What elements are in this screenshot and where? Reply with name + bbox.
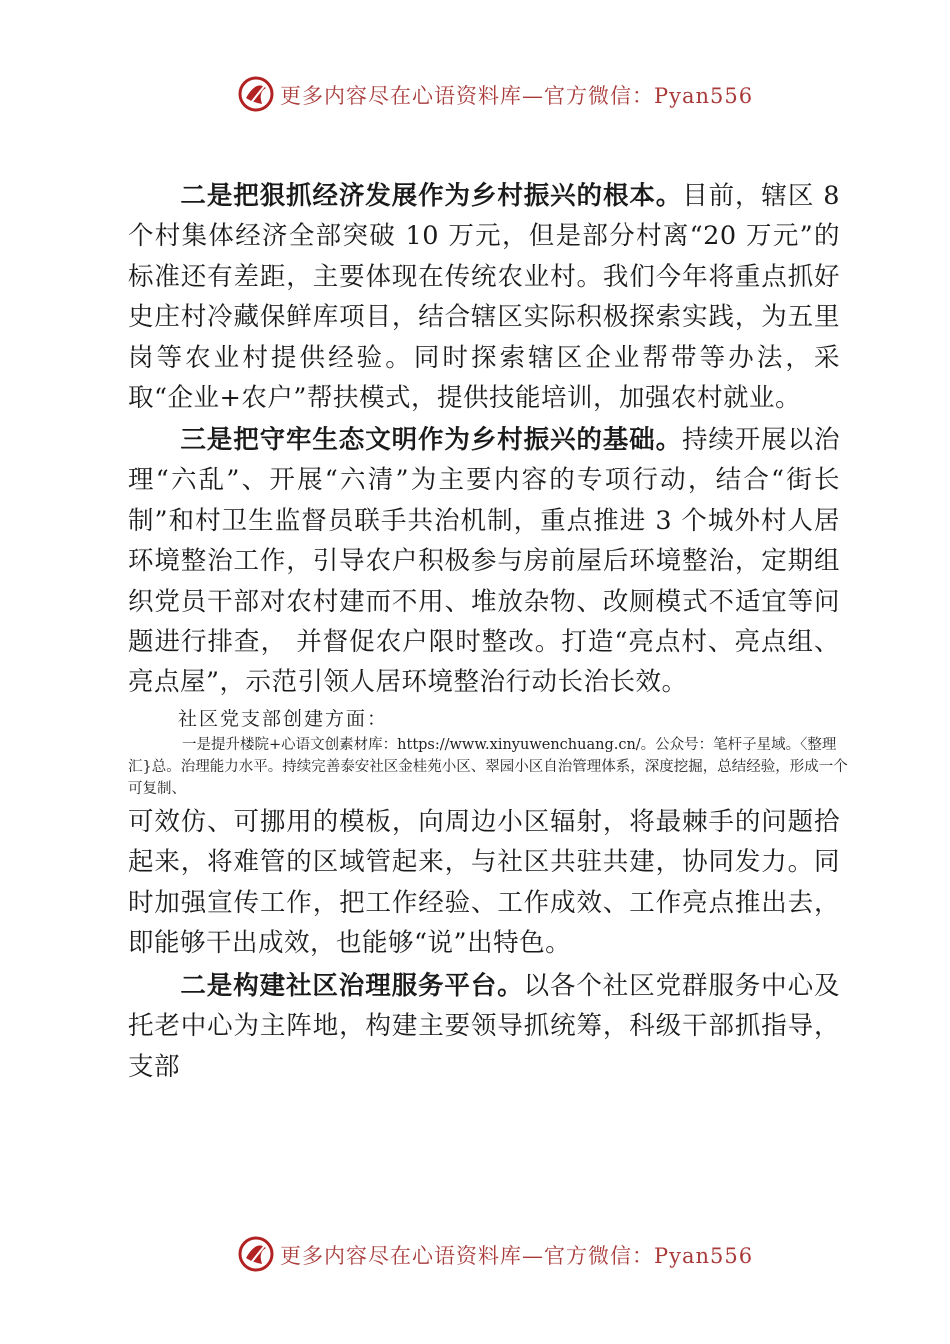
logo-icon <box>236 1234 276 1274</box>
logo-icon <box>236 74 276 114</box>
paragraph-continuation <box>128 802 840 964</box>
header-banner <box>0 72 950 116</box>
footer-banner <box>0 1232 950 1276</box>
banner-slogan: 更多内容尽在心语资料库—官方微信：Pyan556 <box>280 84 754 108</box>
section-heading: 社区党支部创建方面： <box>178 708 389 730</box>
paragraph-economy <box>128 176 840 418</box>
paragraph-body: 以各个社区党群服务中心及托老中心为主阵地，构建主要领导抓统筹，科级干部抓指导，支部 <box>128 971 840 1082</box>
paragraph-lead: 二是把狠抓经济发展作为乡村振兴的根本。 <box>180 181 683 211</box>
banner-slogan: 更多内容尽在心语资料库—官方微信：Pyan556 <box>280 1244 754 1268</box>
paragraph-lead: 二是构建社区治理服务平台。 <box>180 971 524 1001</box>
paragraph-platform <box>128 966 840 1087</box>
paragraph-body: 可效仿、可挪用的模板，向周边小区辐射，将最棘手的问题拾起来，将难管的区域管起来，与社区共驻共建，协同发力。同时加强宣传工作，把工作经验、工作成效、工作亮点推出去，即能够干出成效，也能够“说”出特色。 <box>128 807 840 959</box>
small-paragraph <box>128 734 856 800</box>
paragraph-body: 目前，辖区 8 个村集体经济全部突破 10 万元，但是部分村离“20 万元”的标准还有差距，主要体现在传统农业村。我们今年将重点抓好史庄村冷藏保鲜库项目，结合辖区实际积极探索实践，为五里岗等农业村提供经验。同时探索辖区企业帮带等办法，采取“企业+农户”帮扶模式，提供技能培训，加强农村就业。 <box>128 181 840 414</box>
small-paragraph-body: 一是提升楼院+心语文创素材库：https://www.xinyuwenchuang.cn/。公众号：笔杆子星域。〈整理汇}总。治理能力水平。持续完善泰安社区金桂苑小区、翠园小区自治管理体系，深度挖掘，总结经验，形成一个可复制、 <box>128 737 848 797</box>
paragraph-body: 持续开展以治理“六乱”、开展“六清”为主要内容的专项行动，结合“街长制”和村卫生监督员联手共治机制，重点推进 3 个城外村人居环境整治工作，引导农户积极参与房前屋后环境整治，定期组织党员干部对农村建而不用、堆放杂物、改厕模式不适宜等问题进行排查， 并督促农户限时整改。打造“亮点村、亮点组、亮点屋”，示范引领人居环境整治行动长治长效。 <box>128 425 840 698</box>
paragraph-lead: 三是把守牢生态文明作为乡村振兴的基础。 <box>180 425 682 455</box>
paragraph-ecology <box>128 420 840 703</box>
